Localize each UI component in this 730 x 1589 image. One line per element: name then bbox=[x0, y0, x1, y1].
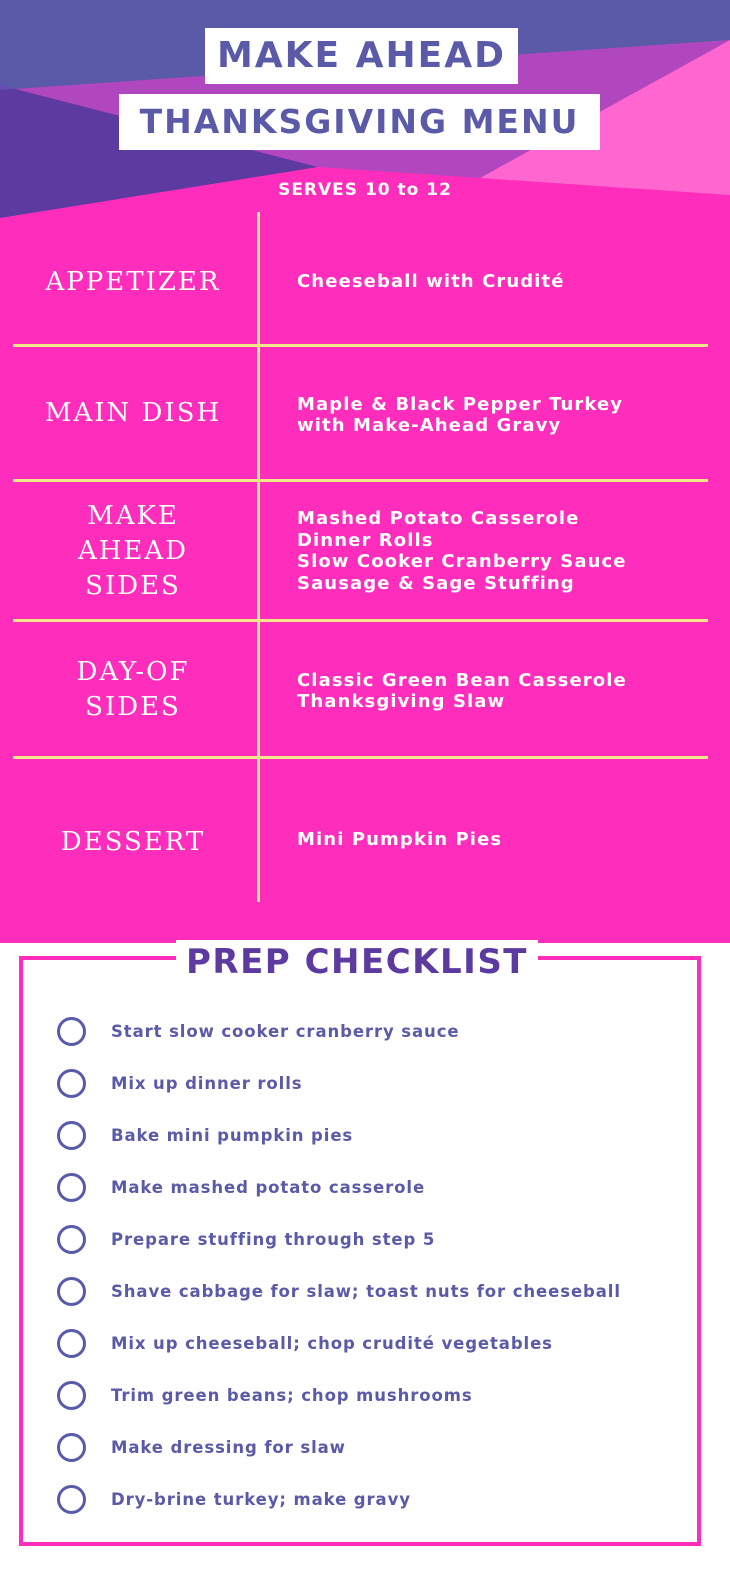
checklist-item[interactable] bbox=[57, 1377, 473, 1413]
checkbox-circle-icon[interactable] bbox=[57, 1225, 86, 1254]
checklist-item-label: Shave cabbage for slaw; toast nuts for cheeseball bbox=[111, 1281, 621, 1301]
checklist-item-label: Trim green beans; chop mushrooms bbox=[111, 1385, 473, 1405]
checklist-item-label: Start slow cooker cranberry sauce bbox=[111, 1021, 460, 1041]
checkbox-circle-icon[interactable] bbox=[57, 1485, 86, 1514]
checklist-item-label: Mix up dinner rolls bbox=[111, 1073, 303, 1093]
row-divider bbox=[13, 619, 708, 622]
checklist-item[interactable] bbox=[57, 1013, 459, 1049]
title-line-2: THANKSGIVING MENU bbox=[119, 94, 600, 150]
checklist-item[interactable] bbox=[57, 1117, 353, 1153]
checkbox-circle-icon[interactable] bbox=[57, 1017, 86, 1046]
checklist-item[interactable] bbox=[57, 1325, 553, 1361]
checklist-item[interactable] bbox=[57, 1273, 621, 1309]
category-main-dish: MAIN DISH bbox=[44, 397, 222, 428]
checkbox-circle-icon[interactable] bbox=[57, 1069, 86, 1098]
checklist-item[interactable] bbox=[57, 1065, 303, 1101]
checkbox-circle-icon[interactable] bbox=[57, 1121, 86, 1150]
checklist-item-label: Prepare stuffing through step 5 bbox=[111, 1229, 436, 1249]
category-dessert: DESSERT bbox=[60, 827, 206, 857]
checkbox-circle-icon[interactable] bbox=[57, 1173, 86, 1202]
checkbox-circle-icon[interactable] bbox=[57, 1433, 86, 1462]
checklist-item[interactable] bbox=[57, 1169, 425, 1205]
category-make-ahead-sides: MAKE AHEAD SIDES bbox=[77, 500, 189, 601]
checklist-item-label: Make dressing for slaw bbox=[111, 1437, 346, 1457]
checklist-item-label: Mix up cheeseball; chop crudité vegetables bbox=[111, 1333, 553, 1353]
items-dessert: Mini Pumpkin Pies bbox=[297, 829, 503, 851]
items-day-of-sides: Classic Green Bean Casserole Thanksgiving Slaw bbox=[297, 669, 627, 712]
checklist-item[interactable] bbox=[57, 1481, 411, 1517]
checkbox-circle-icon[interactable] bbox=[57, 1277, 86, 1306]
checklist-item[interactable] bbox=[57, 1429, 346, 1465]
title-line-1: MAKE AHEAD bbox=[205, 28, 518, 84]
checklist-item-label: Bake mini pumpkin pies bbox=[111, 1125, 354, 1145]
column-divider bbox=[257, 212, 260, 902]
category-day-of-sides: DAY-OF SIDES bbox=[76, 656, 190, 722]
serves-label: SERVES 10 to 12 bbox=[278, 180, 452, 200]
items-make-ahead-sides: Mashed Potato Casserole Dinner Rolls Slow Cooker Cranberry Sauce Sausage & Sage Stuffing bbox=[297, 508, 627, 594]
items-appetizer: Cheeseball with Crudité bbox=[297, 271, 565, 293]
checklist-item-label: Make mashed potato casserole bbox=[111, 1177, 426, 1197]
checklist-title: PREP CHECKLIST bbox=[176, 940, 538, 984]
items-main-dish: Maple & Black Pepper Turkey with Make-Ahead Gravy bbox=[297, 393, 624, 436]
category-appetizer: APPETIZER bbox=[45, 266, 221, 297]
checkbox-circle-icon[interactable] bbox=[57, 1381, 86, 1410]
checklist-item[interactable] bbox=[57, 1221, 435, 1257]
row-divider bbox=[13, 344, 708, 347]
checkbox-circle-icon[interactable] bbox=[57, 1329, 86, 1358]
checklist-item-label: Dry-brine turkey; make gravy bbox=[111, 1489, 411, 1509]
